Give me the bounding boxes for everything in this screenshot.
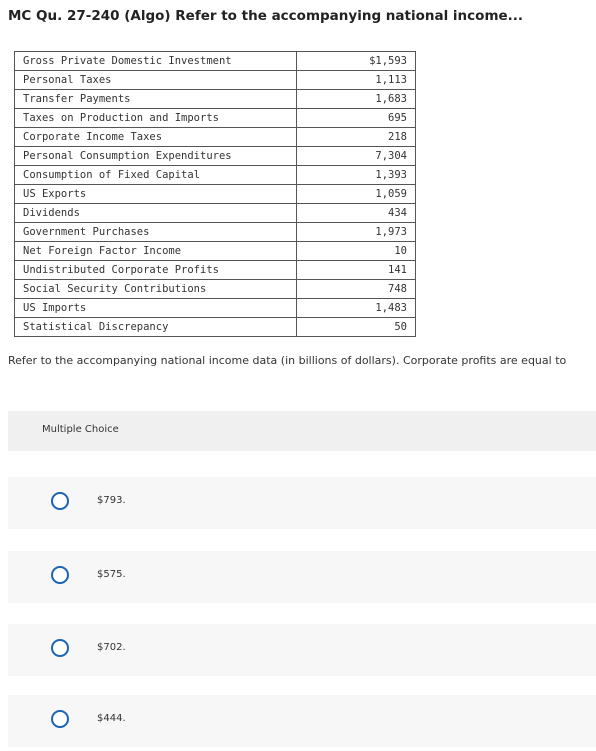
row-value: 434: [297, 204, 416, 223]
row-value: 1,683: [297, 90, 416, 109]
radio-button-icon[interactable]: [51, 710, 69, 728]
row-label: Net Foreign Factor Income: [15, 242, 297, 261]
row-label: Consumption of Fixed Capital: [15, 166, 297, 185]
radio-button-icon[interactable]: [51, 566, 69, 584]
table-row: [15, 71, 416, 90]
option-label: $444.: [97, 713, 126, 724]
table-row: [15, 128, 416, 147]
row-value: 1,059: [297, 185, 416, 204]
table-row: [15, 147, 416, 166]
row-label: Transfer Payments: [15, 90, 297, 109]
row-label: Undistributed Corporate Profits: [15, 261, 297, 280]
question-title: MC Qu. 27-240 (Algo) Refer to the accompanying national income...: [8, 8, 524, 24]
row-value: 1,483: [297, 299, 416, 318]
row-value: 218: [297, 128, 416, 147]
option-b[interactable]: [8, 551, 596, 603]
row-value: 50: [297, 318, 416, 337]
table-row: [15, 166, 416, 185]
table-row: [15, 318, 416, 337]
option-c[interactable]: [8, 624, 596, 676]
row-value: $1,593: [297, 52, 416, 71]
radio-button-icon[interactable]: [51, 492, 69, 510]
radio-button-icon[interactable]: [51, 639, 69, 657]
table-row: [15, 261, 416, 280]
table-row: [15, 223, 416, 242]
row-value: 1,973: [297, 223, 416, 242]
row-label: Gross Private Domestic Investment: [15, 52, 297, 71]
row-value: 1,393: [297, 166, 416, 185]
table-row: [15, 109, 416, 128]
row-label: Statistical Discrepancy: [15, 318, 297, 337]
row-label: Personal Taxes: [15, 71, 297, 90]
row-value: 10: [297, 242, 416, 261]
table-row: [15, 242, 416, 261]
multiple-choice-header: [8, 411, 596, 451]
multiple-choice-label: Multiple Choice: [42, 424, 119, 435]
row-value: 141: [297, 261, 416, 280]
row-label: Dividends: [15, 204, 297, 223]
option-label: $793.: [97, 495, 126, 506]
row-label: Taxes on Production and Imports: [15, 109, 297, 128]
row-value: 7,304: [297, 147, 416, 166]
option-a[interactable]: [8, 477, 596, 529]
table-row: [15, 204, 416, 223]
table-row: [15, 185, 416, 204]
row-value: 695: [297, 109, 416, 128]
option-d[interactable]: [8, 695, 596, 747]
table-row: [15, 299, 416, 318]
row-label: Corporate Income Taxes: [15, 128, 297, 147]
row-label: US Exports: [15, 185, 297, 204]
question-text: Refer to the accompanying national income data (in billions of dollars). Corporate profits are equal to: [8, 354, 567, 367]
row-label: US Imports: [15, 299, 297, 318]
row-value: 1,113: [297, 71, 416, 90]
row-label: Government Purchases: [15, 223, 297, 242]
option-label: $702.: [97, 642, 126, 653]
table-row: [15, 280, 416, 299]
row-label: Social Security Contributions: [15, 280, 297, 299]
option-label: $575.: [97, 569, 126, 580]
row-label: Personal Consumption Expenditures: [15, 147, 297, 166]
table-row: [15, 90, 416, 109]
table-row: [15, 52, 416, 71]
row-value: 748: [297, 280, 416, 299]
national-income-table: [14, 51, 416, 337]
